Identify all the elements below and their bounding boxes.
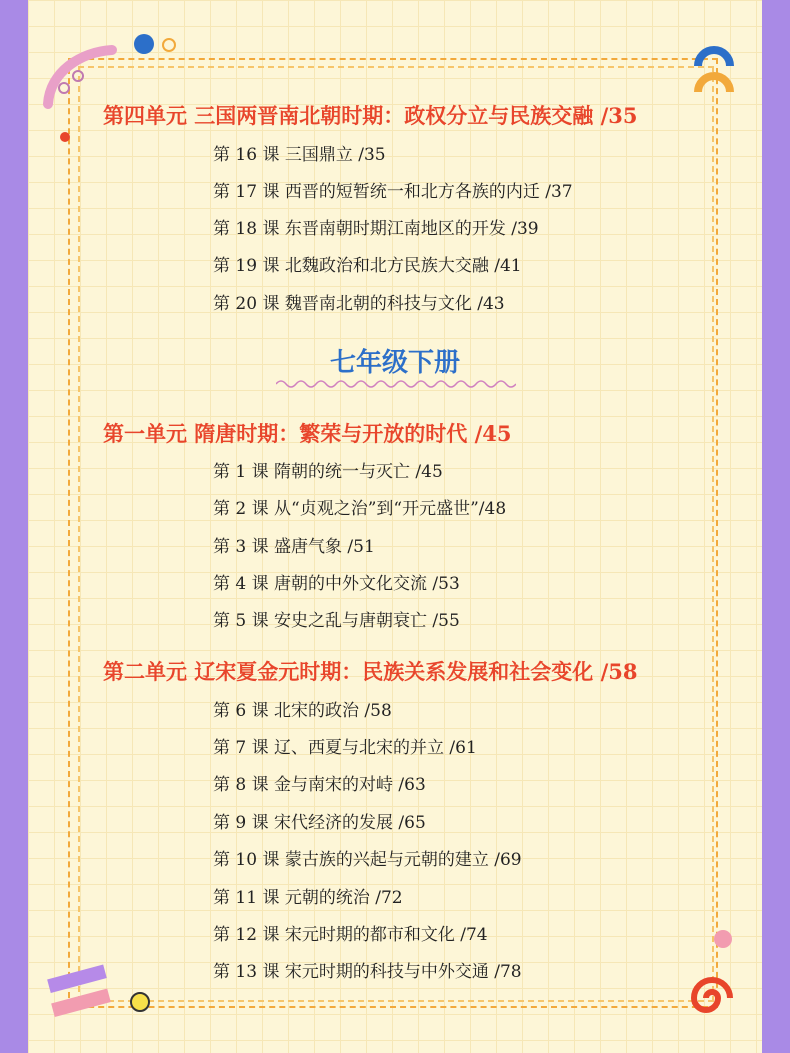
lesson-item[interactable]: 第 4 课 唐朝的中外文化交流 /53 (213, 574, 460, 594)
unit-title: 第二单元 辽宋夏金元时期：民族关系发展和社会变化 /58 (103, 659, 638, 684)
red-dot-decoration (60, 132, 70, 142)
lesson-item[interactable]: 第 3 课 盛唐气象 /51 (213, 537, 375, 557)
lesson-item[interactable]: 第 8 课 金与南宋的对峙 /63 (213, 775, 426, 795)
arc-decoration-top-right (692, 40, 736, 96)
grade-title: 七年级下册 (329, 348, 460, 378)
lesson-item[interactable]: 第 18 课 东晋南朝时期江南地区的开发 /39 (213, 219, 539, 239)
orange-dot-decoration (162, 38, 176, 52)
lesson-item[interactable]: 第 17 课 西晋的短暂统一和北方各族的内迁 /37 (213, 182, 573, 202)
spiral-decoration-bottom-right (682, 968, 742, 1028)
lesson-item[interactable]: 第 1 课 隋朝的统一与灭亡 /45 (213, 462, 443, 482)
lesson-item[interactable]: 第 2 课 从“贞观之治”到“开元盛世”/48 (213, 499, 507, 519)
yellow-dot-decoration (130, 992, 150, 1012)
lesson-item[interactable]: 第 5 课 安史之乱与唐朝衰亡 /55 (213, 611, 460, 631)
lesson-item[interactable]: 第 9 课 宋代经济的发展 /65 (213, 813, 426, 833)
lesson-item[interactable]: 第 11 课 元朝的统治 /72 (213, 888, 403, 908)
wavy-divider (276, 378, 516, 390)
lesson-item[interactable]: 第 16 课 三国鼎立 /35 (213, 145, 386, 165)
lesson-item[interactable]: 第 10 课 蒙古族的兴起与元朝的建立 /69 (213, 850, 522, 870)
blue-dot-decoration (134, 34, 154, 54)
lesson-item[interactable]: 第 19 课 北魏政治和北方民族大交融 /41 (213, 256, 522, 276)
lesson-item[interactable]: 第 6 课 北宋的政治 /58 (213, 701, 392, 721)
lesson-item[interactable]: 第 12 课 宋元时期的都市和文化 /74 (213, 925, 488, 945)
unit-title: 第四单元 三国两晋南北朝时期：政权分立与民族交融 /35 (103, 103, 638, 128)
unit-title: 第一单元 隋唐时期：繁荣与开放的时代 /45 (103, 421, 512, 446)
stripes-decoration-bottom-left (46, 962, 116, 1032)
pink-dot-decoration (714, 930, 732, 948)
lesson-item[interactable]: 第 20 课 魏晋南北朝的科技与文化 /43 (213, 294, 505, 314)
lesson-item[interactable]: 第 13 课 宋元时期的科技与中外交通 /78 (213, 962, 522, 982)
lesson-item[interactable]: 第 7 课 辽、西夏与北宋的并立 /61 (213, 738, 477, 758)
